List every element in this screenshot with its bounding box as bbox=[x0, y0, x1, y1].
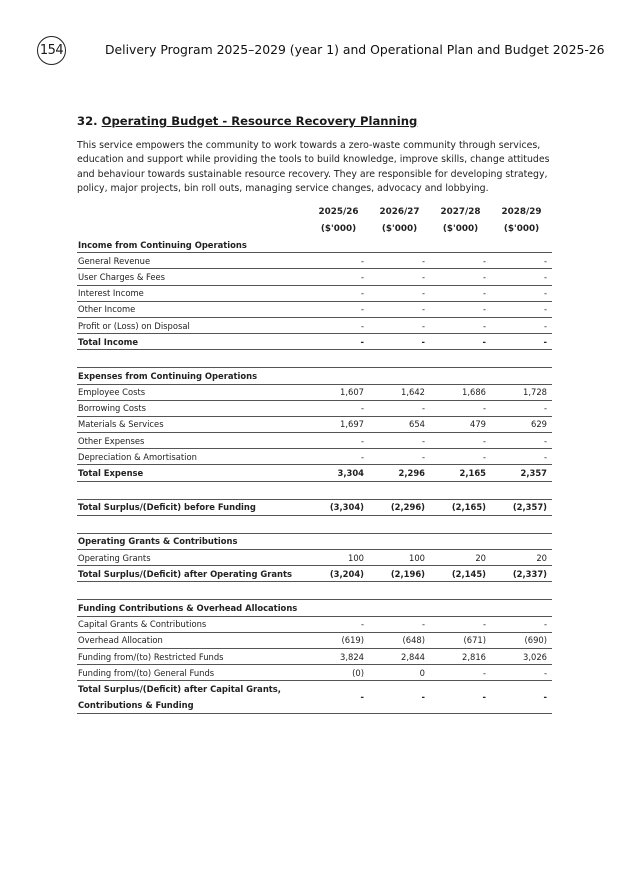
row-value: 1,642 bbox=[369, 384, 430, 400]
row-value: - bbox=[430, 301, 491, 317]
row-value: - bbox=[430, 449, 491, 465]
row-value: (648) bbox=[369, 632, 430, 648]
empty-cell bbox=[77, 481, 308, 499]
section-heading: Expenses from Continuing Operations bbox=[77, 368, 308, 384]
row-value: (3,304) bbox=[308, 499, 369, 515]
expense-row bbox=[77, 416, 552, 432]
empty-cell bbox=[77, 582, 308, 600]
row-value: - bbox=[369, 681, 430, 714]
row-label: Depreciation & Amortisation bbox=[77, 449, 308, 465]
row-value: - bbox=[308, 301, 369, 317]
empty-cell bbox=[430, 481, 491, 499]
row-value: - bbox=[491, 269, 552, 285]
row-value: (2,357) bbox=[491, 499, 552, 515]
row-value: (2,165) bbox=[430, 499, 491, 515]
empty-cell bbox=[430, 237, 491, 253]
empty-cell bbox=[491, 533, 552, 549]
row-value: (2,145) bbox=[430, 566, 491, 582]
expense-heading-row bbox=[77, 368, 552, 384]
row-value: 1,728 bbox=[491, 384, 552, 400]
year-header: 2028/29 bbox=[501, 206, 542, 217]
row-value: - bbox=[491, 665, 552, 681]
row-value: (2,196) bbox=[369, 566, 430, 582]
row-label: User Charges & Fees bbox=[77, 269, 308, 285]
empty-cell bbox=[430, 582, 491, 600]
income-row bbox=[77, 301, 552, 317]
page-number-badge: 154 bbox=[37, 36, 66, 65]
empty-cell bbox=[491, 600, 552, 616]
funding-row bbox=[77, 632, 552, 648]
spacer-row bbox=[77, 515, 552, 533]
expense-row bbox=[77, 384, 552, 400]
row-value: 2,296 bbox=[369, 465, 430, 481]
row-label: Overhead Allocation bbox=[77, 632, 308, 648]
final-total-label bbox=[77, 681, 308, 714]
row-value: - bbox=[430, 269, 491, 285]
empty-cell bbox=[369, 481, 430, 499]
row-value: 3,304 bbox=[308, 465, 369, 481]
row-label: Total Expense bbox=[77, 465, 308, 481]
row-value: - bbox=[308, 681, 369, 714]
row-value: - bbox=[308, 253, 369, 269]
row-value: - bbox=[308, 285, 369, 301]
empty-cell bbox=[308, 368, 369, 384]
row-value: - bbox=[430, 334, 491, 350]
row-value: (2,337) bbox=[491, 566, 552, 582]
unit-header-row bbox=[77, 220, 552, 237]
header-label-cell bbox=[77, 203, 308, 220]
unit-header: ($'000) bbox=[320, 223, 357, 234]
total-income-row bbox=[77, 334, 552, 350]
total-expense-row bbox=[77, 465, 552, 481]
empty-cell bbox=[369, 600, 430, 616]
row-value: (2,296) bbox=[369, 499, 430, 515]
row-value: - bbox=[491, 616, 552, 632]
row-value: 2,165 bbox=[430, 465, 491, 481]
year-header: 2026/27 bbox=[379, 206, 420, 217]
row-value: - bbox=[369, 269, 430, 285]
row-value: - bbox=[491, 334, 552, 350]
final-total-row bbox=[77, 681, 552, 714]
funding-heading-row bbox=[77, 600, 552, 616]
row-value: 20 bbox=[430, 550, 491, 566]
empty-cell bbox=[491, 515, 552, 533]
row-value: (690) bbox=[491, 632, 552, 648]
row-value: - bbox=[308, 269, 369, 285]
row-value: (619) bbox=[308, 632, 369, 648]
row-value: - bbox=[308, 317, 369, 333]
row-value: - bbox=[308, 433, 369, 449]
empty-cell bbox=[369, 515, 430, 533]
expense-row bbox=[77, 449, 552, 465]
year-header: 2025/26 bbox=[318, 206, 359, 217]
row-value: 1,686 bbox=[430, 384, 491, 400]
row-label: Total Surplus/(Deficit) before Funding bbox=[77, 499, 308, 515]
row-value: 2,816 bbox=[430, 648, 491, 664]
empty-cell bbox=[308, 350, 369, 368]
empty-cell bbox=[369, 533, 430, 549]
row-value: 3,026 bbox=[491, 648, 552, 664]
empty-cell bbox=[491, 481, 552, 499]
empty-cell bbox=[308, 237, 369, 253]
row-value: - bbox=[491, 301, 552, 317]
row-label: Operating Grants bbox=[77, 550, 308, 566]
row-value: 2,357 bbox=[491, 465, 552, 481]
income-row bbox=[77, 317, 552, 333]
row-value: - bbox=[430, 616, 491, 632]
row-value: - bbox=[430, 665, 491, 681]
row-value: 629 bbox=[491, 416, 552, 432]
header-label-cell bbox=[77, 220, 308, 237]
row-label: Employee Costs bbox=[77, 384, 308, 400]
funding-row bbox=[77, 648, 552, 664]
empty-cell bbox=[430, 533, 491, 549]
row-label: Interest Income bbox=[77, 285, 308, 301]
empty-cell bbox=[308, 600, 369, 616]
row-label: Total Income bbox=[77, 334, 308, 350]
row-value: - bbox=[308, 449, 369, 465]
row-value: - bbox=[491, 449, 552, 465]
section-heading: Income from Continuing Operations bbox=[77, 237, 308, 253]
row-value: (0) bbox=[308, 665, 369, 681]
final-total-label-line2: Contributions & Funding bbox=[78, 700, 194, 711]
row-value: (3,204) bbox=[308, 566, 369, 582]
section-heading: Funding Contributions & Overhead Allocations bbox=[77, 600, 308, 616]
income-heading-row bbox=[77, 237, 552, 253]
row-value: - bbox=[430, 253, 491, 269]
spacer-row bbox=[77, 350, 552, 368]
unit-header: ($'000) bbox=[381, 223, 418, 234]
row-value: - bbox=[430, 681, 491, 714]
row-label: Funding from/(to) Restricted Funds bbox=[77, 648, 308, 664]
empty-cell bbox=[430, 515, 491, 533]
empty-cell bbox=[491, 350, 552, 368]
row-value: 2,844 bbox=[369, 648, 430, 664]
empty-cell bbox=[308, 515, 369, 533]
row-value: - bbox=[430, 433, 491, 449]
funding-row bbox=[77, 665, 552, 681]
empty-cell bbox=[77, 515, 308, 533]
empty-cell bbox=[308, 582, 369, 600]
row-value: - bbox=[369, 301, 430, 317]
empty-cell bbox=[369, 582, 430, 600]
operating-budget-table bbox=[77, 203, 552, 714]
row-label: General Revenue bbox=[77, 253, 308, 269]
section-title bbox=[77, 114, 417, 128]
row-value: - bbox=[430, 400, 491, 416]
row-value: - bbox=[491, 285, 552, 301]
row-value: 0 bbox=[369, 665, 430, 681]
surplus-after-grants-row bbox=[77, 566, 552, 582]
empty-cell bbox=[369, 237, 430, 253]
row-value: 100 bbox=[369, 550, 430, 566]
row-value: (671) bbox=[430, 632, 491, 648]
unit-header: ($'000) bbox=[442, 223, 479, 234]
row-value: 3,824 bbox=[308, 648, 369, 664]
row-value: - bbox=[308, 400, 369, 416]
section-intro-paragraph: This service empowers the community to work towards a zero-waste community through services, education and support while providing the tools to build knowledge, improve skills, change attitudes and behaviour towards sustainable resource recovery. They are responsible for developing strategy, policy, major projects, bin roll outs, managing service changes, advocacy and lobbying. bbox=[77, 140, 550, 195]
final-total-label-line1: Total Surplus/(Deficit) after Capital Grants, bbox=[78, 684, 281, 695]
row-value: - bbox=[430, 285, 491, 301]
empty-cell bbox=[430, 350, 491, 368]
income-row bbox=[77, 253, 552, 269]
spacer-row bbox=[77, 481, 552, 499]
surplus-before-funding-row bbox=[77, 499, 552, 515]
row-value: 479 bbox=[430, 416, 491, 432]
row-label: Total Surplus/(Deficit) after Operating Grants bbox=[77, 566, 308, 582]
row-value: 654 bbox=[369, 416, 430, 432]
unit-header: ($'000) bbox=[503, 223, 540, 234]
empty-cell bbox=[369, 368, 430, 384]
section-heading: Operating Grants & Contributions bbox=[77, 533, 308, 549]
row-value: - bbox=[369, 433, 430, 449]
row-label: Borrowing Costs bbox=[77, 400, 308, 416]
row-value: 20 bbox=[491, 550, 552, 566]
row-value: - bbox=[369, 400, 430, 416]
row-value: - bbox=[369, 334, 430, 350]
row-value: - bbox=[491, 400, 552, 416]
expense-row bbox=[77, 400, 552, 416]
row-value: - bbox=[369, 317, 430, 333]
row-value: 100 bbox=[308, 550, 369, 566]
row-label: Profit or (Loss) on Disposal bbox=[77, 317, 308, 333]
empty-cell bbox=[430, 368, 491, 384]
row-value: - bbox=[430, 317, 491, 333]
row-label: Other Income bbox=[77, 301, 308, 317]
row-value: - bbox=[308, 334, 369, 350]
row-value: - bbox=[369, 253, 430, 269]
empty-cell bbox=[430, 600, 491, 616]
row-value: 1,697 bbox=[308, 416, 369, 432]
row-label: Materials & Services bbox=[77, 416, 308, 432]
empty-cell bbox=[491, 582, 552, 600]
row-label: Funding from/(to) General Funds bbox=[77, 665, 308, 681]
row-value: - bbox=[369, 616, 430, 632]
document-header-title: Delivery Program 2025–2029 (year 1) and Operational Plan and Budget 2025-26 bbox=[105, 42, 605, 57]
empty-cell bbox=[491, 368, 552, 384]
row-value: - bbox=[308, 616, 369, 632]
spacer-row bbox=[77, 582, 552, 600]
row-label: Capital Grants & Contributions bbox=[77, 616, 308, 632]
row-value: - bbox=[491, 317, 552, 333]
grants-heading-row bbox=[77, 533, 552, 549]
row-value: - bbox=[491, 681, 552, 714]
empty-cell bbox=[491, 237, 552, 253]
empty-cell bbox=[369, 350, 430, 368]
year-header-row bbox=[77, 203, 552, 220]
row-label: Other Expenses bbox=[77, 433, 308, 449]
grants-row bbox=[77, 550, 552, 566]
row-value: - bbox=[491, 253, 552, 269]
income-row bbox=[77, 269, 552, 285]
empty-cell bbox=[77, 350, 308, 368]
year-header: 2027/28 bbox=[440, 206, 481, 217]
empty-cell bbox=[308, 533, 369, 549]
section-title-text: Operating Budget - Resource Recovery Planning bbox=[101, 114, 418, 128]
row-value: - bbox=[491, 433, 552, 449]
empty-cell bbox=[308, 481, 369, 499]
row-value: 1,607 bbox=[308, 384, 369, 400]
section-number: 32. bbox=[77, 114, 98, 128]
income-row bbox=[77, 285, 552, 301]
row-value: - bbox=[369, 449, 430, 465]
funding-row bbox=[77, 616, 552, 632]
expense-row bbox=[77, 433, 552, 449]
row-value: - bbox=[369, 285, 430, 301]
